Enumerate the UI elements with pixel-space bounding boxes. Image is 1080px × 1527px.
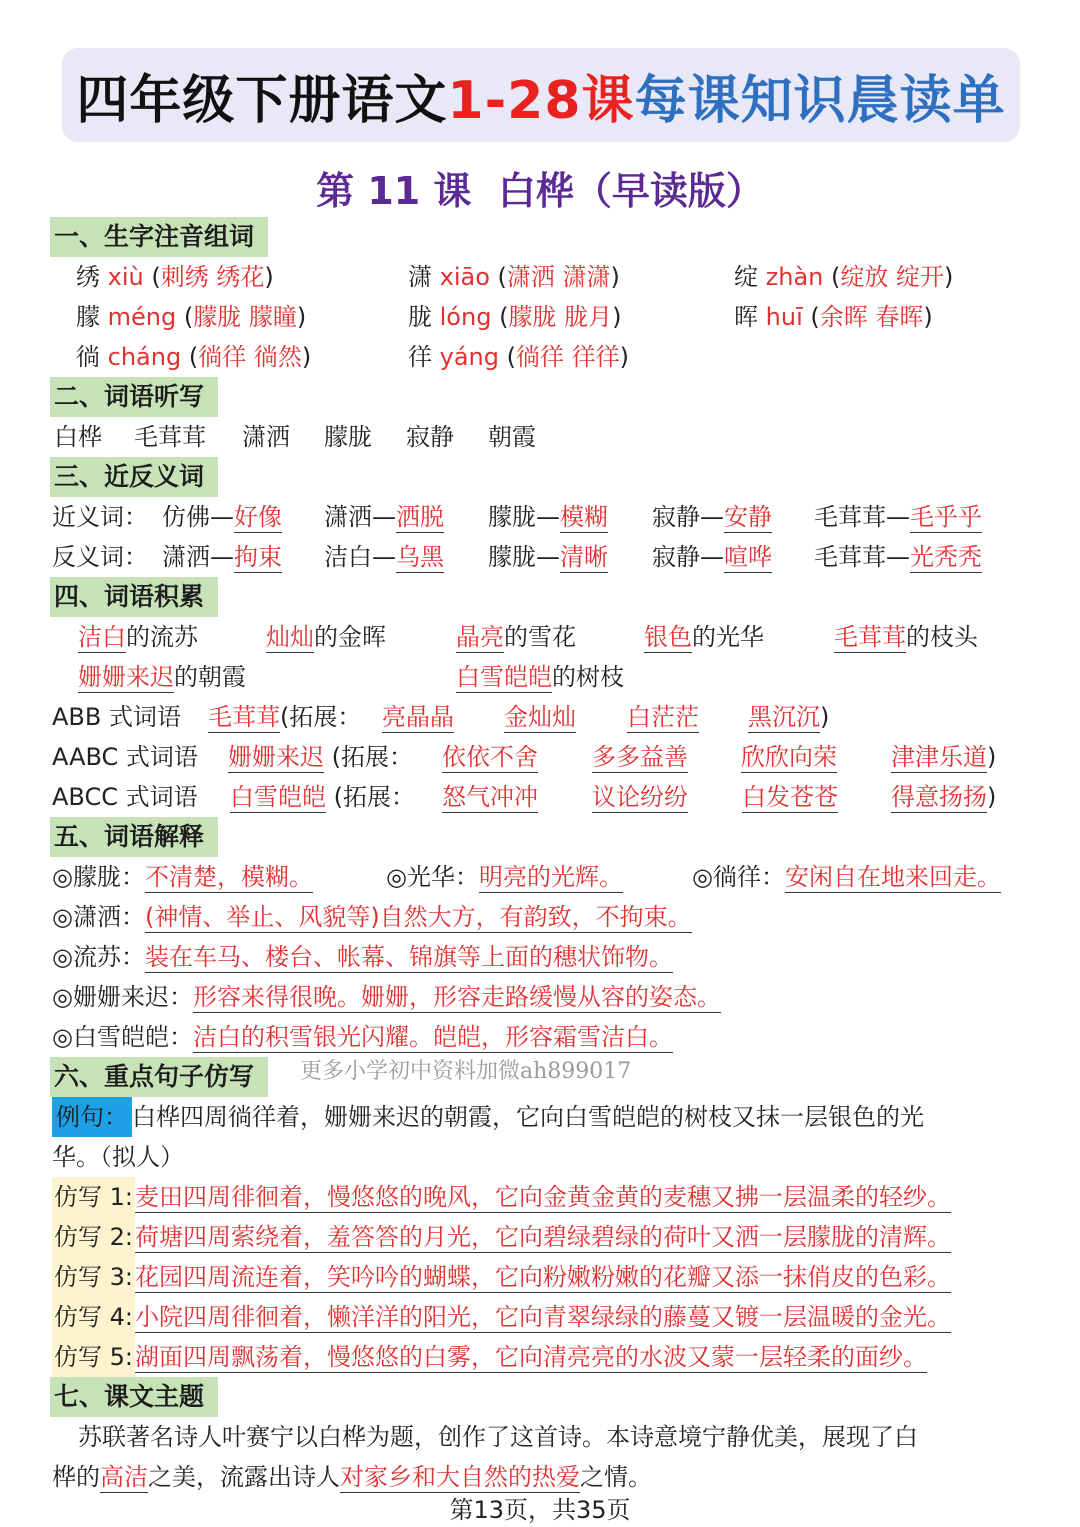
title-part-2: 1-28课	[447, 70, 635, 131]
char-entry: 绽 zhàn (绽放 绽开)	[734, 263, 954, 291]
antonym-label: 反义词：	[52, 543, 148, 571]
abcc-item: 白发苍苍	[742, 783, 838, 811]
char-entry: 徜 cháng (徜徉 徜然)	[76, 343, 312, 371]
abb-main: 毛茸茸(拓展：	[208, 703, 362, 731]
theme-text: 桦的高洁之美，流露出诗人对家乡和大自然的热爱之情。	[52, 1463, 652, 1491]
section-heading-explanations: 五、词语解释	[50, 817, 218, 857]
antonym-pair: 朦胧—清晰	[488, 543, 608, 571]
abb-item: 黑沉沉)	[748, 703, 830, 731]
accumulation-row-1	[0, 617, 1080, 657]
dictation-word: 潇洒	[242, 423, 290, 451]
aabc-row	[0, 737, 1080, 777]
phrase: 毛茸茸的枝头	[834, 623, 978, 651]
dictation-word: 朦胧	[324, 423, 372, 451]
char-entry: 晖 huī (余晖 春晖)	[734, 303, 933, 331]
example-label: 例句：	[52, 1097, 132, 1137]
explanation-row	[0, 977, 1080, 1017]
theme-text: 苏联著名诗人叶赛宁以白桦为题，创作了这首诗。本诗意境宁静优美，展现了白	[78, 1423, 918, 1451]
antonym-pair: 洁白—乌黑	[324, 543, 444, 571]
abb-label: ABB 式词语	[52, 703, 181, 731]
aabc-item: 依依不舍	[442, 743, 538, 771]
imitation-row	[0, 1177, 1080, 1217]
explanation: ◎白雪皑皑：洁白的积雪银光闪耀。皑皑，形容霜雪洁白。	[52, 1023, 673, 1051]
imitation-row	[0, 1297, 1080, 1337]
char-entry: 徉 yáng (徜徉 徉徉)	[408, 343, 630, 371]
section-heading-dictation: 二、词语听写	[50, 377, 218, 417]
section-heading-imitation: 六、重点句子仿写	[50, 1057, 268, 1097]
synonym-pair: 朦胧—模糊	[488, 503, 608, 531]
section-heading-characters: 一、生字注音组词	[50, 217, 268, 257]
imitation-row	[0, 1257, 1080, 1297]
section-heading-synonyms: 三、近反义词	[50, 457, 218, 497]
synonym-pair: 寂静—安静	[652, 503, 772, 531]
antonym-pair: 寂静—喧哗	[652, 543, 772, 571]
imitation-row	[0, 1337, 1080, 1377]
abcc-item: 得意扬扬)	[891, 783, 997, 811]
explanation-row-1	[0, 857, 1080, 897]
synonym-pair: 潇洒—洒脱	[324, 503, 444, 531]
phrase: 姗姗来迟的朝霞	[78, 663, 246, 691]
dictation-word: 朝霞	[488, 423, 536, 451]
watermark-text: 更多小学初中资料加微ah899017	[300, 1059, 632, 1084]
phrase: 白雪皑皑的树枝	[456, 663, 624, 691]
synonym-pair: 毛茸茸—毛乎乎	[814, 503, 982, 531]
char-entry: 绣 xiù (刺绣 绣花)	[76, 263, 274, 291]
explanation: ◎光华：明亮的光辉。	[386, 863, 623, 891]
explanation: ◎潇洒：(神情、举止、风貌等)自然大方，有韵致，不拘束。	[52, 903, 692, 931]
imitation-row	[0, 1217, 1080, 1257]
title-banner	[62, 48, 1020, 142]
section-heading-accumulation: 四、词语积累	[50, 577, 218, 617]
page-number: 第13页，共35页	[449, 1496, 631, 1524]
phrase: 洁白的流苏	[78, 623, 198, 651]
abcc-item: 怒气冲冲	[442, 783, 538, 811]
imitation-item: 仿写 2:荷塘四周萦绕着，羞答答的月光，它向碧绿碧绿的荷叶又洒一层朦胧的清辉。	[52, 1217, 951, 1257]
synonym-pair: 仿佛—好像	[162, 503, 282, 531]
title-part-3: 每课知识晨读单	[634, 70, 1006, 131]
accumulation-row-2	[0, 657, 1080, 697]
aabc-main: 姗姗来迟 (拓展：	[228, 743, 414, 771]
aabc-item: 欣欣向荣	[741, 743, 837, 771]
explanation-row	[0, 1017, 1080, 1057]
example-sentence: 例句： 白桦四周徜徉着，姗姗来迟的朝霞，它向白雪皑皑的树枝又抹一层银色的光	[52, 1097, 924, 1137]
imitation-item: 仿写 5:湖面四周飘荡着，慢悠悠的白雾，它向清亮亮的水波又蒙一层轻柔的面纱。	[52, 1337, 927, 1377]
dictation-word: 白桦	[54, 423, 102, 451]
phrase: 银色的光华	[644, 623, 764, 651]
antonym-pair: 潇洒—拘束	[162, 543, 282, 571]
explanation: ◎朦胧：不清楚，模糊。	[52, 863, 313, 891]
aabc-item: 多多益善	[592, 743, 688, 771]
antonym-pair: 毛茸茸—光秃秃	[814, 543, 982, 571]
example-row-2	[0, 1137, 1080, 1177]
abcc-main: 白雪皑皑 (拓展：	[230, 783, 416, 811]
char-entry: 朦 méng (朦胧 朦瞳)	[76, 303, 307, 331]
imitation-item: 仿写 3:花园四周流连着，笑吟吟的蝴蝶，它向粉嫩粉嫩的花瓣又添一抹俏皮的色彩。	[52, 1257, 951, 1297]
abb-item: 亮晶晶	[382, 703, 454, 731]
abcc-item: 议论纷纷	[592, 783, 688, 811]
phrase: 灿灿的金晖	[266, 623, 386, 651]
synonym-label: 近义词：	[52, 503, 148, 531]
example-continued: 华。（拟人）	[52, 1143, 184, 1171]
theme-row-1	[0, 1417, 1080, 1457]
char-entry: 潇 xiāo (潇洒 潇潇)	[408, 263, 620, 291]
abb-item: 金灿灿	[504, 703, 576, 731]
char-row-2	[0, 297, 1080, 337]
char-row-3	[0, 337, 1080, 377]
char-entry: 胧 lóng (朦胧 胧月)	[408, 303, 622, 331]
dictation-word: 寂静	[406, 423, 454, 451]
imitation-item: 仿写 4:小院四周徘徊着，懒洋洋的阳光，它向青翠绿绿的藤蔓又镀一层温暖的金光。	[52, 1297, 951, 1337]
abb-item: 白茫茫	[627, 703, 699, 731]
phrase: 晶亮的雪花	[456, 623, 576, 651]
title-part-1: 四年级下册语文	[76, 70, 448, 131]
imitation-item: 仿写 1:麦田四周徘徊着，慢悠悠的晚风，它向金黄金黄的麦穗又拂一层温柔的轻纱。	[52, 1177, 951, 1217]
antonym-row	[0, 537, 1080, 577]
abcc-row	[0, 777, 1080, 817]
abb-row	[0, 697, 1080, 737]
aabc-label: AABC 式词语	[52, 743, 198, 771]
abcc-label: ABCC 式词语	[52, 783, 198, 811]
dictation-word: 毛茸茸	[134, 423, 206, 451]
section-heading-theme: 七、课文主题	[50, 1377, 218, 1417]
lesson-title: 第 11 课 白桦（早读版）	[316, 169, 764, 213]
explanation-row	[0, 937, 1080, 977]
aabc-item: 津津乐道)	[891, 743, 997, 771]
explanation: ◎徜徉：安闲自在地来回走。	[692, 863, 1001, 891]
explanation: ◎姗姗来迟：形容来得很晚。姗姗，形容走路缓慢从容的姿态。	[52, 983, 721, 1011]
example-row	[0, 1097, 1080, 1137]
explanation-row	[0, 897, 1080, 937]
synonym-row	[0, 497, 1080, 537]
char-row-1	[0, 257, 1080, 297]
dictation-row	[0, 417, 1080, 457]
explanation: ◎流苏：装在车马、楼台、帐幕、锦旗等上面的穗状饰物。	[52, 943, 673, 971]
